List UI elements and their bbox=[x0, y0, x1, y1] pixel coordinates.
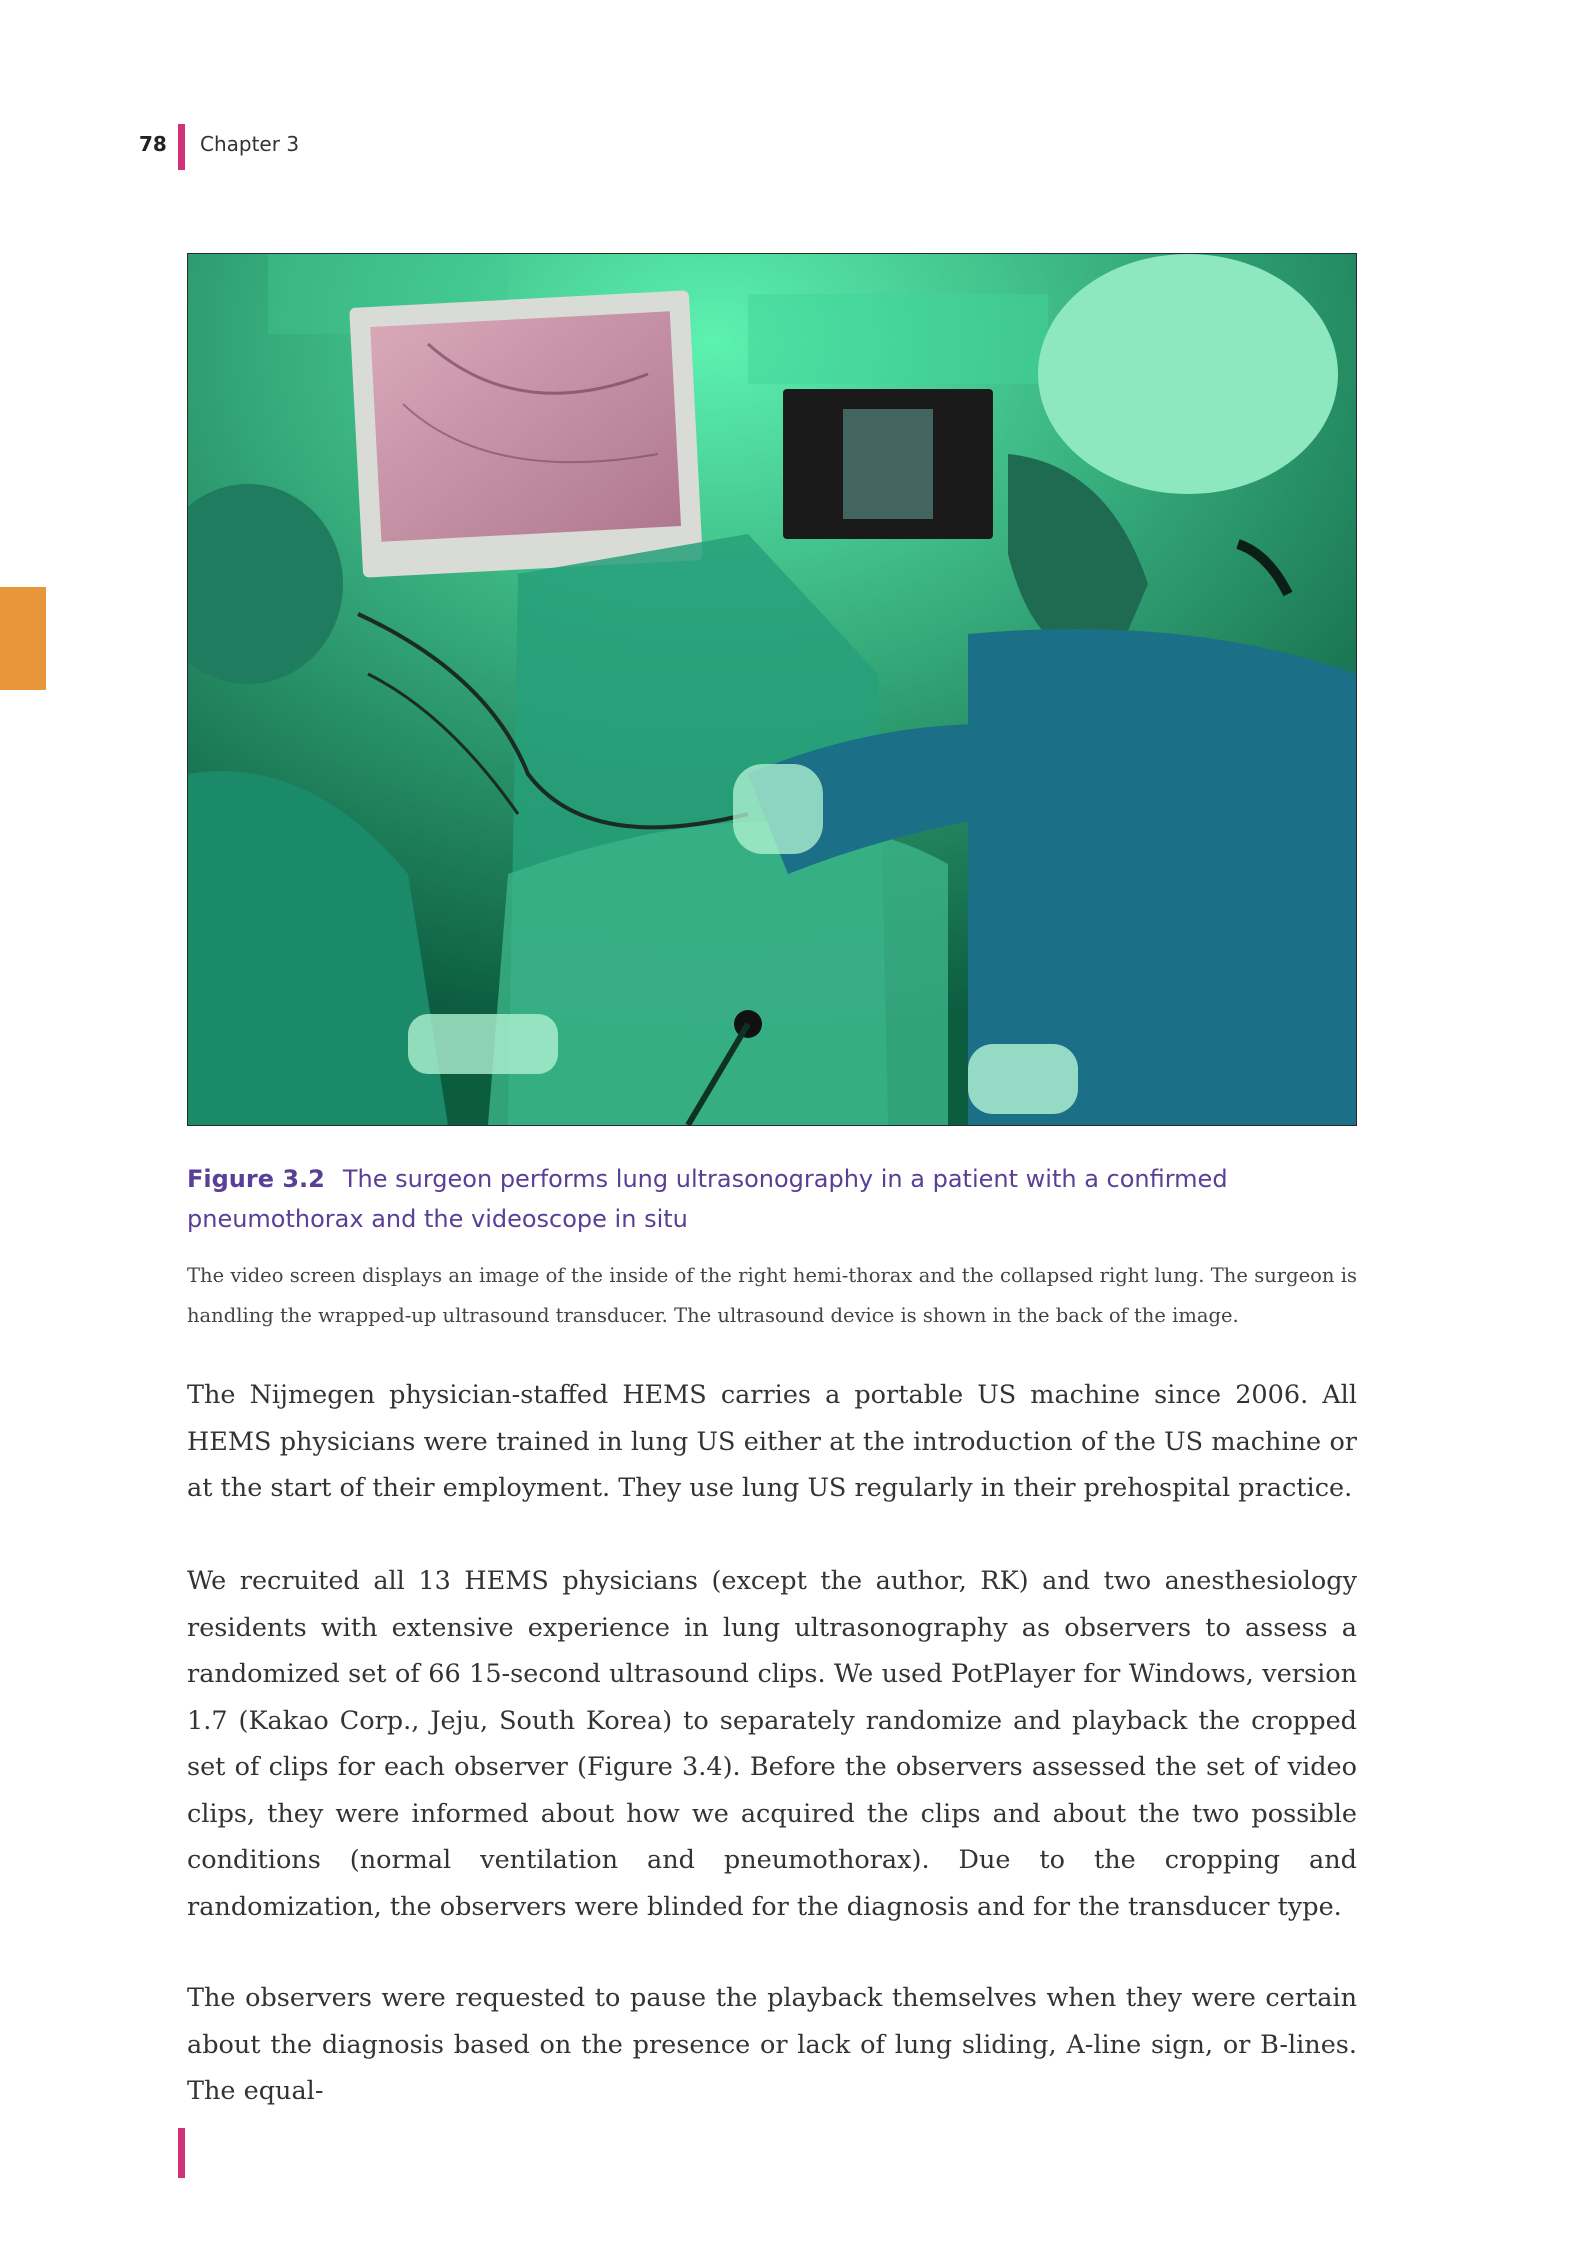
footer-divider-bar bbox=[178, 2128, 185, 2178]
figure-label: Figure 3.2 bbox=[187, 1165, 325, 1193]
figure-description: The video screen displays an image of the inside of the right hemi-thorax and the collapsed right lung. The surgeon is handling the wrapped-up ultrasound transducer. The ultrasound device is shown in the back of the image. bbox=[187, 1264, 1357, 1327]
figure-title: The surgeon performs lung ultrasonography in a patient with a confirmed pneumothorax and the videoscope in situ bbox=[187, 1165, 1228, 1233]
chapter-label: Chapter 3 bbox=[200, 132, 300, 156]
ultrasound-device bbox=[783, 389, 993, 539]
body-paragraph-1: The Nijmegen physician-staffed HEMS carries a portable US machine since 2006. All HEMS physicians were trained in lung US either at the introduction of the US machine or at the start of their employment. They use lung US regularly in their prehospital practice. bbox=[187, 1380, 1357, 1503]
figure-photo bbox=[187, 253, 1357, 1126]
header-divider-bar bbox=[178, 124, 185, 170]
video-monitor bbox=[349, 290, 703, 577]
figure-caption-title bbox=[187, 1159, 1357, 1239]
page-number: 78 bbox=[139, 132, 167, 156]
operating-room-illustration bbox=[188, 254, 1356, 1125]
chapter-thumb-tab bbox=[0, 587, 46, 690]
body-paragraph-3: The observers were requested to pause the playback themselves when they were certain about the diagnosis based on the presence or lack of lung sliding, A-line sign, or B-lines. The equal- bbox=[187, 1983, 1357, 2106]
body-paragraph-2: We recruited all 13 HEMS physicians (except the author, RK) and two anesthesiology residents with extensive experience in lung ultrasonography as observers to assess a randomized set of 66 15-second ultrasound clips. We used PotPlayer for Windows, version 1.7 (Kakao Corp., Jeju, South Korea) to separately randomize and playback the cropped set of clips for each observer (Figure 3.4). Before the observers assessed the set of video clips, they were informed about how we acquired the clips and about the two possible conditions (normal ventilation and pneumothorax). Due to the cropping and randomization, the observers were blinded for the diagnosis and for the transducer type. bbox=[187, 1566, 1357, 1922]
